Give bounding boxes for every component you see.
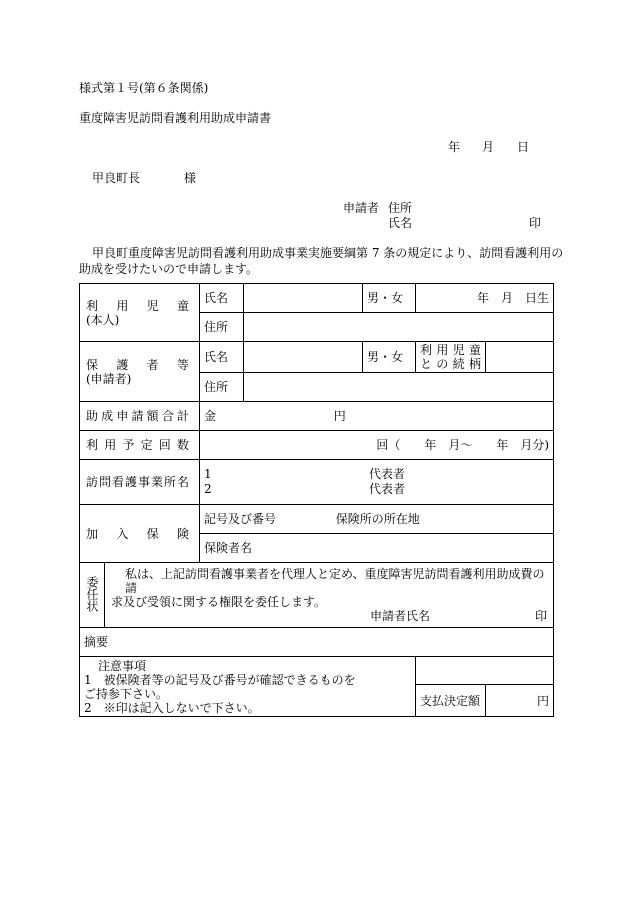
form-title: 重度障害児訪問看護利用助成申請書 bbox=[79, 111, 272, 125]
remarks-cell[interactable] bbox=[80, 628, 554, 657]
guardian-label: 保護者等 bbox=[86, 357, 190, 372]
child-sub-label: (本人) bbox=[86, 312, 120, 327]
date-month: 月 bbox=[482, 140, 495, 154]
office-label: 訪問看護事業所名 bbox=[86, 475, 190, 489]
office-2-number: 2 bbox=[204, 482, 212, 496]
notes-title: 注意事項 bbox=[98, 659, 147, 673]
relation-field[interactable] bbox=[486, 342, 554, 373]
relation-label-line1: 利用児童 bbox=[420, 343, 482, 357]
amount-prefix: 金 bbox=[204, 409, 217, 423]
date-year: 年 bbox=[448, 140, 461, 154]
guardian-label-cell bbox=[80, 342, 200, 402]
child-name-field[interactable] bbox=[244, 284, 363, 313]
relation-label-cell bbox=[416, 342, 486, 373]
insurer-name-label: 保険者名 bbox=[204, 541, 253, 555]
child-gender[interactable]: 男・女 bbox=[363, 284, 416, 313]
insurance-label-cell bbox=[80, 505, 200, 563]
guardian-sub-label: (申請者) bbox=[86, 371, 132, 386]
note-1-line2: ご持参下さい。 bbox=[84, 687, 169, 701]
remarks-label: 摘要 bbox=[84, 635, 109, 649]
intro-text-line2: 助成を受けたいので申請します。 bbox=[79, 262, 259, 276]
office-1-representative: 代表者 bbox=[369, 467, 406, 481]
delegation-text-line2: 求及び受領に関する権限を委任します。 bbox=[111, 595, 327, 609]
guardian-address-label: 住所 bbox=[200, 373, 244, 402]
amount-unit: 円 bbox=[333, 409, 346, 423]
insurance-label: 加入保険 bbox=[86, 526, 190, 541]
delegation-seal: 印 bbox=[535, 609, 548, 623]
guardian-name-label: 氏名 bbox=[200, 342, 244, 373]
office-label-cell bbox=[80, 460, 200, 505]
guardian-name-field[interactable] bbox=[244, 342, 363, 373]
office-2-representative: 代表者 bbox=[369, 482, 406, 496]
delegation-signer-label: 申請者氏名 bbox=[370, 609, 431, 623]
application-form-table bbox=[79, 283, 554, 717]
child-address-label: 住所 bbox=[200, 313, 244, 342]
addressee-suffix: 様 bbox=[184, 171, 197, 185]
visits-label-cell bbox=[80, 431, 200, 460]
visits-label: 利用予定回数 bbox=[86, 438, 190, 452]
office-field[interactable] bbox=[200, 460, 554, 505]
child-label-cell bbox=[80, 284, 200, 342]
addressee: 甲良町長 bbox=[92, 171, 141, 185]
intro-text-line1: 甲良町重度障害児訪問看護利用助成事業実施要綱第 7 条の規定により、訪問看護利用の bbox=[92, 246, 564, 260]
amount-label-cell bbox=[80, 402, 200, 431]
child-label: 利用児童 bbox=[86, 298, 190, 313]
insurance-code-field[interactable] bbox=[200, 505, 554, 534]
insurer-name-field[interactable] bbox=[200, 534, 554, 563]
form-number: 様式第１号(第６条関係) bbox=[79, 81, 209, 95]
relation-label-line2: との続柄 bbox=[420, 357, 482, 371]
payment-top-spacer bbox=[416, 657, 554, 685]
applicant-label: 申請者 bbox=[343, 201, 380, 215]
office-1-number: 1 bbox=[204, 467, 212, 481]
insurance-office-label: 保険所の所在地 bbox=[335, 512, 420, 526]
guardian-gender[interactable]: 男・女 bbox=[363, 342, 416, 373]
delegation-text-line1: 私は、上記訪問看護事業者を代理人と定め、重度障害児訪問看護利用助成費の請 bbox=[125, 567, 545, 595]
applicant-seal: 印 bbox=[529, 216, 542, 230]
delegation-text-cell[interactable] bbox=[105, 563, 554, 628]
amount-field[interactable] bbox=[200, 402, 554, 431]
notes-cell bbox=[80, 657, 416, 717]
guardian-address-field[interactable] bbox=[244, 373, 554, 402]
delegation-label-cell bbox=[80, 563, 105, 628]
amount-label: 助成申請額合計 bbox=[86, 409, 190, 423]
payment-field[interactable]: 円 bbox=[486, 685, 554, 717]
note-1-line1: 1 被保険者等の記号及び番号が確認できるものを bbox=[84, 673, 356, 687]
child-name-label: 氏名 bbox=[200, 284, 244, 313]
note-2: 2 ※印は記入しないで下さい。 bbox=[84, 701, 260, 715]
payment-label: 支払決定額 bbox=[416, 685, 486, 717]
applicant-address-label: 住所 bbox=[388, 201, 413, 215]
child-birthdate[interactable]: 年 月 日生 bbox=[416, 284, 554, 313]
child-address-field[interactable] bbox=[244, 313, 554, 342]
insurance-code-label: 記号及び番号 bbox=[204, 512, 277, 526]
delegation-label: 委任状 bbox=[85, 575, 99, 612]
applicant-name-label: 氏名 bbox=[388, 216, 413, 230]
visits-field[interactable]: 回（ 年 月〜 年 月分) bbox=[200, 431, 554, 460]
date-day: 日 bbox=[517, 140, 530, 154]
